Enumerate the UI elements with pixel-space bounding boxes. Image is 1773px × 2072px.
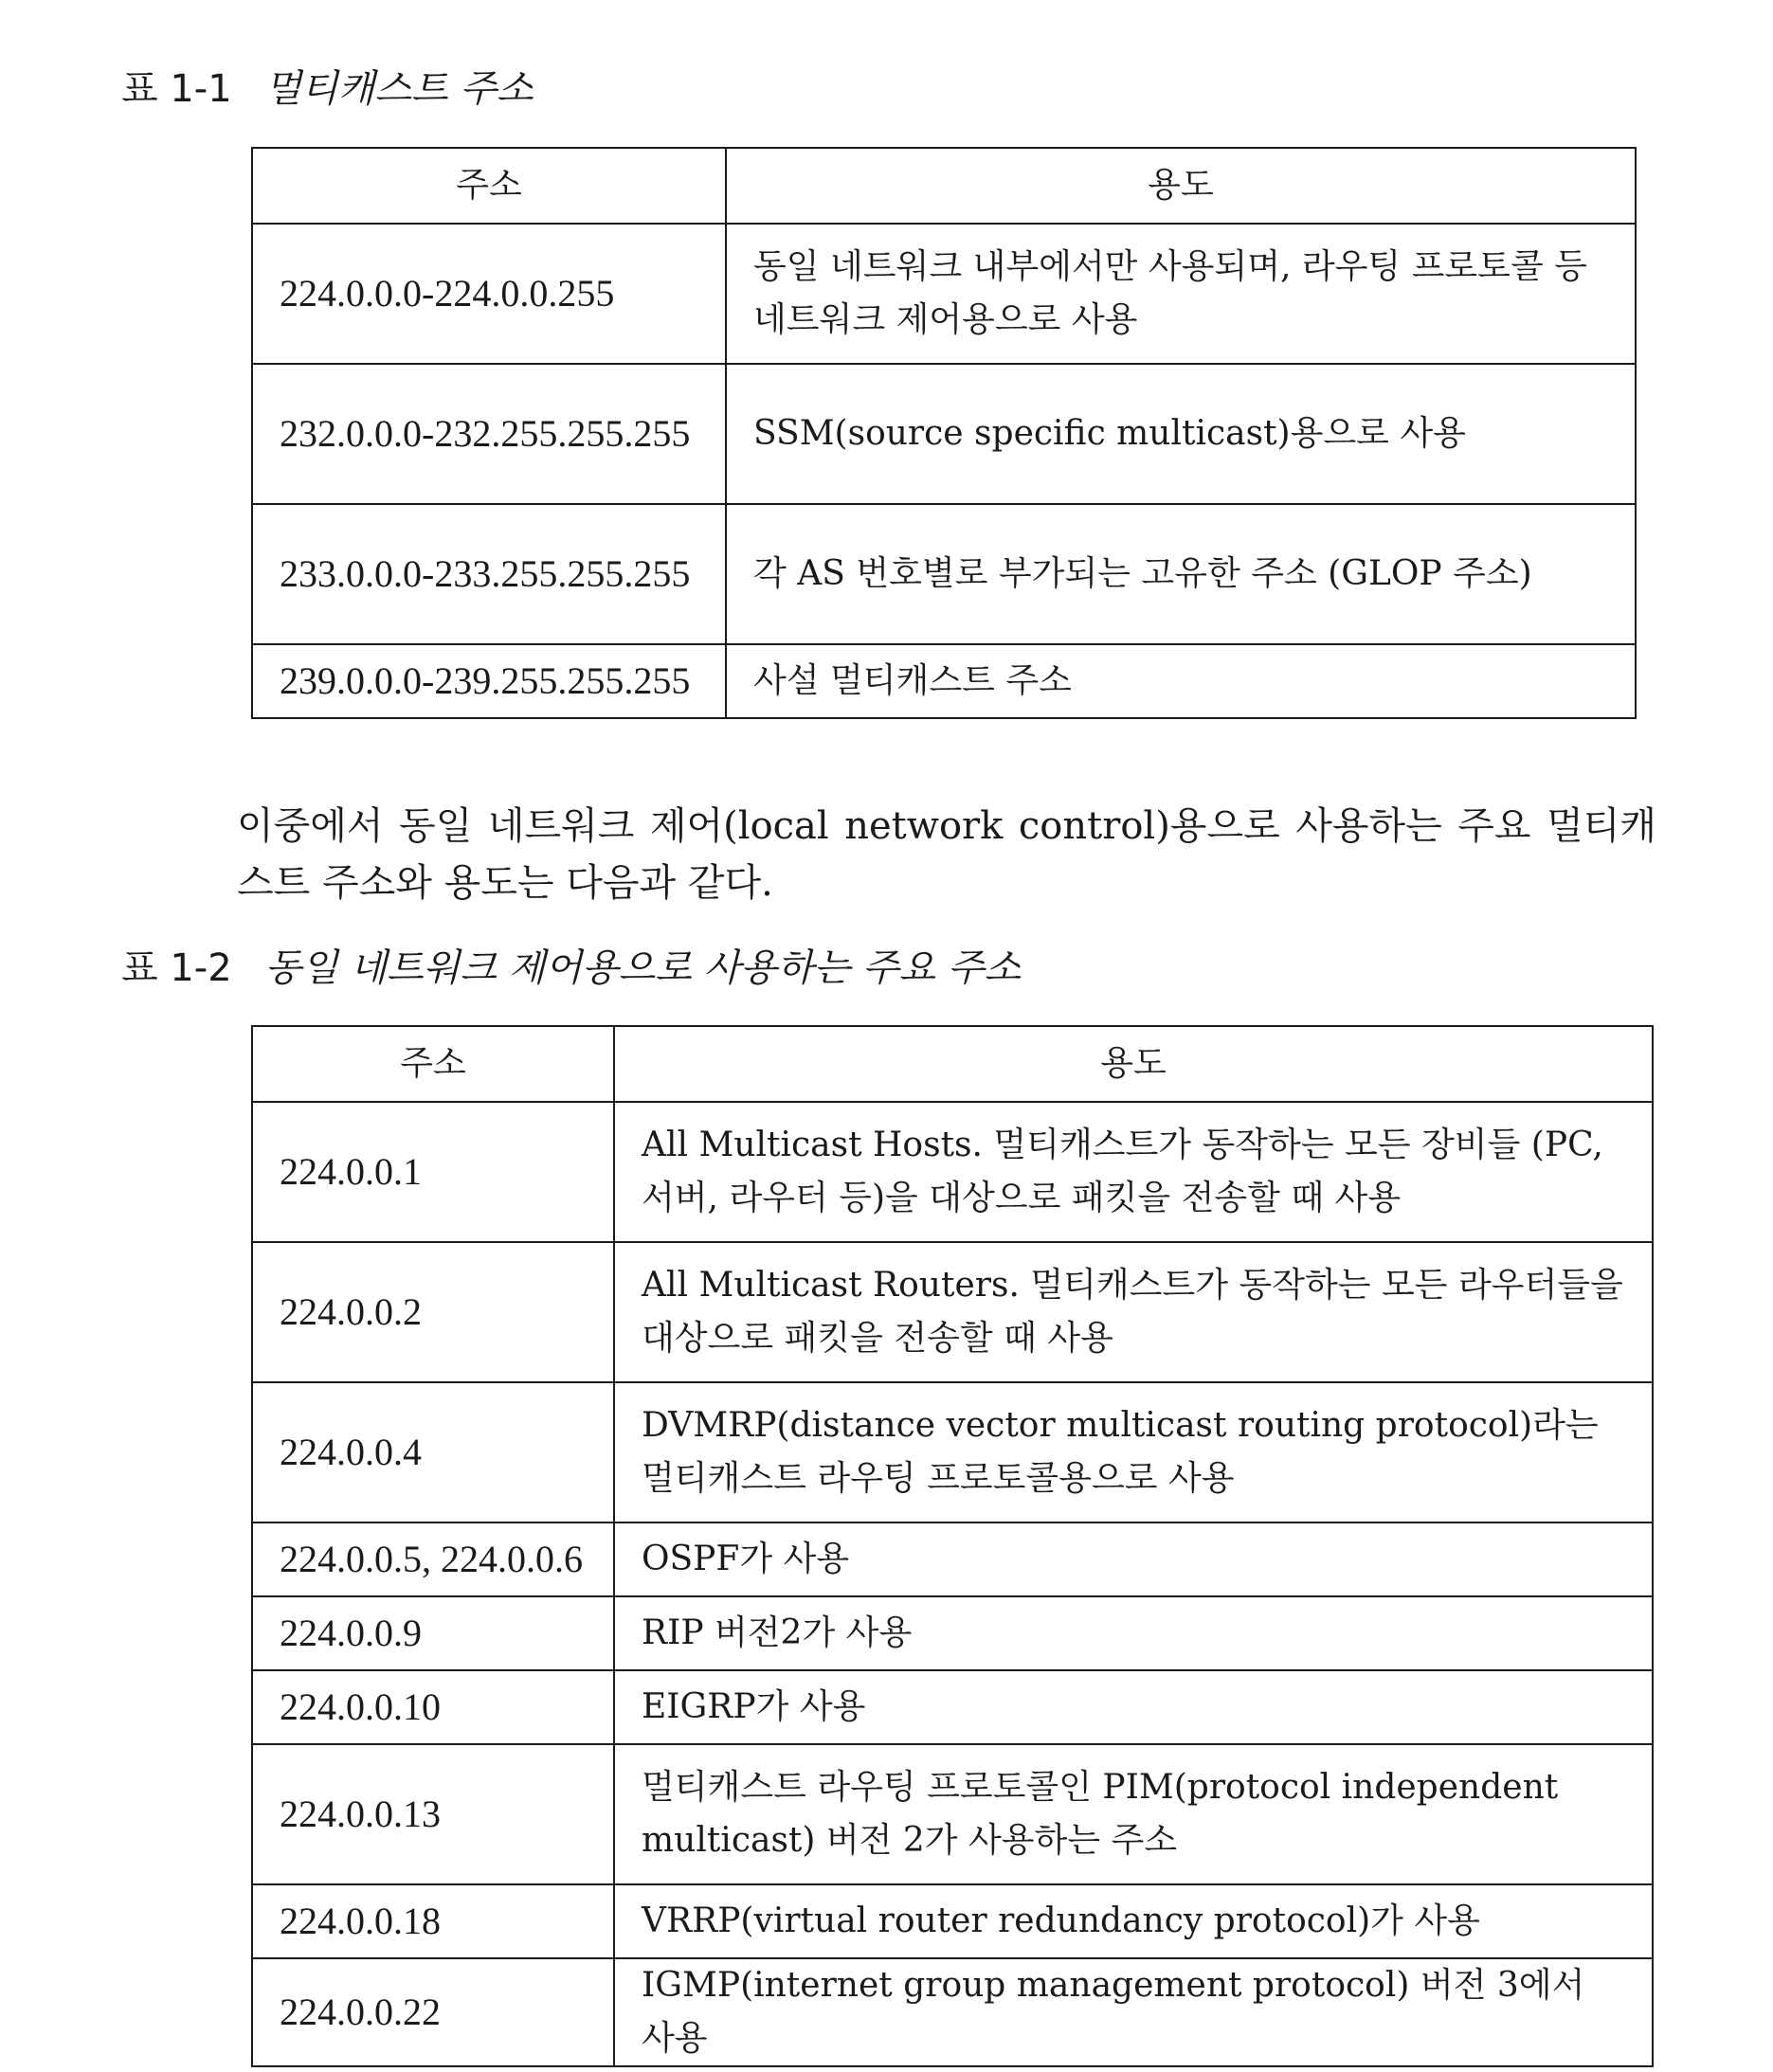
table-row [252, 224, 1636, 364]
table-row [252, 1744, 1653, 1884]
usage-cell: 사설 멀티캐스트 주소 [726, 644, 1636, 718]
usage-cell: VRRP(virtual router redundancy protocol)가 사용 [614, 1884, 1653, 1958]
table1-title: 멀티캐스트 주소 [264, 67, 534, 111]
address-cell: 233.0.0.0-233.255.255.255 [252, 504, 726, 644]
address-cell: 224.0.0.22 [252, 1958, 614, 2066]
table-row [252, 1670, 1653, 1744]
address-cell: 224.0.0.13 [252, 1744, 614, 1884]
address-cell: 224.0.0.9 [252, 1596, 614, 1670]
usage-cell: IGMP(internet group management protocol) 버전 3에서 사용 [614, 1958, 1653, 2066]
usage-cell: All Multicast Hosts. 멀티캐스트가 동작하는 모든 장비들 (PC, 서버, 라우터 등)을 대상으로 패킷을 전송할 때 사용 [614, 1102, 1653, 1242]
table-row [252, 364, 1636, 504]
table-row [252, 1242, 1653, 1382]
column-header-address: 주소 [252, 1026, 614, 1102]
address-cell: 239.0.0.0-239.255.255.255 [252, 644, 726, 718]
address-cell: 224.0.0.2 [252, 1242, 614, 1382]
table-row [252, 504, 1636, 644]
usage-cell: OSPF가 사용 [614, 1522, 1653, 1596]
usage-cell: All Multicast Routers. 멀티캐스트가 동작하는 모든 라우터들을 대상으로 패킷을 전송할 때 사용 [614, 1242, 1653, 1382]
address-cell: 224.0.0.1 [252, 1102, 614, 1242]
address-cell: 224.0.0.5, 224.0.0.6 [252, 1522, 614, 1596]
usage-cell: SSM(source specific multicast)용으로 사용 [726, 364, 1636, 504]
multicast-address-table [251, 147, 1637, 719]
column-header-usage: 용도 [614, 1026, 1653, 1102]
address-cell: 224.0.0.0-224.0.0.255 [252, 224, 726, 364]
usage-cell: DVMRP(distance vector multicast routing protocol)라는 멀티캐스트 라우팅 프로토콜용으로 사용 [614, 1382, 1653, 1522]
address-cell: 224.0.0.18 [252, 1884, 614, 1958]
usage-cell: 멀티캐스트 라우팅 프로토콜인 PIM(protocol independent multicast) 버전 2가 사용하는 주소 [614, 1744, 1653, 1884]
table2-caption [121, 942, 1021, 995]
table-row [252, 1382, 1653, 1522]
table2-title: 동일 네트워크 제어용으로 사용하는 주요 주소 [264, 946, 1022, 990]
table-row [252, 644, 1636, 718]
column-header-usage: 용도 [726, 148, 1636, 224]
table-row [252, 1884, 1653, 1958]
address-cell: 232.0.0.0-232.255.255.255 [252, 364, 726, 504]
local-control-address-table [251, 1025, 1654, 2067]
table-row [252, 1522, 1653, 1596]
table1-label: 표 1-1 [121, 67, 232, 111]
table-header-row [252, 1026, 1653, 1102]
table2-label: 표 1-2 [121, 946, 232, 990]
body-paragraph: 이중에서 동일 네트워크 제어(local network control)용으로 사용하는 주요 멀티캐스트 주소와 용도는 다음과 같다. [237, 804, 1656, 905]
address-cell: 224.0.0.10 [252, 1670, 614, 1744]
column-header-address: 주소 [252, 148, 726, 224]
table-header-row [252, 148, 1636, 224]
address-cell: 224.0.0.4 [252, 1382, 614, 1522]
table1-caption [121, 63, 534, 116]
usage-cell: EIGRP가 사용 [614, 1670, 1653, 1744]
usage-cell: 동일 네트워크 내부에서만 사용되며, 라우팅 프로토콜 등 네트워크 제어용으로 사용 [726, 224, 1636, 364]
table-row [252, 1102, 1653, 1242]
table-row [252, 1596, 1653, 1670]
table-row [252, 1958, 1653, 2066]
usage-cell: 각 AS 번호별로 부가되는 고유한 주소 (GLOP 주소) [726, 504, 1636, 644]
usage-cell: RIP 버전2가 사용 [614, 1596, 1653, 1670]
